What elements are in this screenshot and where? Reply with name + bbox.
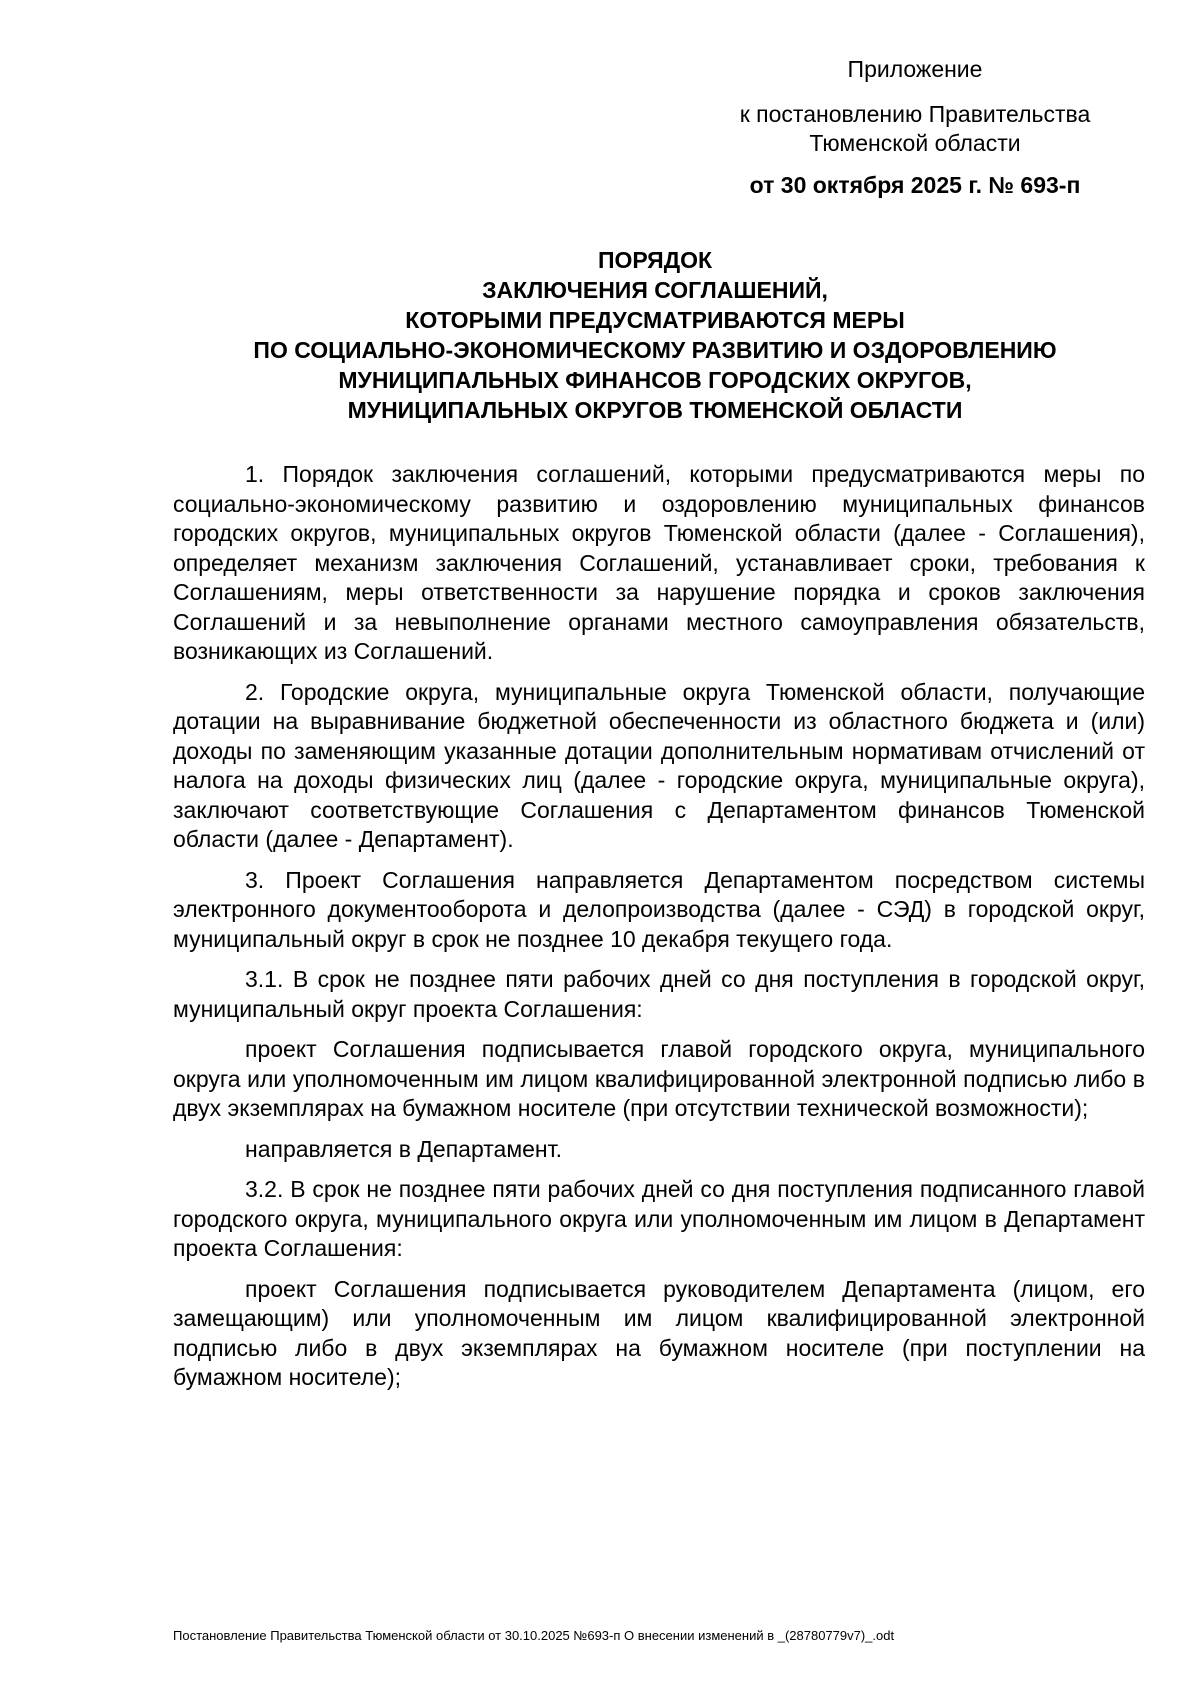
paragraph-3: 3. Проект Соглашения направляется Департаментом посредством системы электронного документооборота и делопроизводства (далее - СЭД) в городской округ, муниципальный округ в срок не позднее 10 декабря текущего года. <box>173 866 1145 952</box>
paragraph-2: 2. Городские округа, муниципальные округа Тюменской области, получающие дотации на выравнивание бюджетной обеспеченности из областного бюджета и (или) доходы по заменяющим указанные дотации дополнительным нормативам отчислений от налога на доходы физических лиц (далее - городские округа, муниципальные округа), заключают соответствующие Соглашения с Департаментом финансов Тюменской области (далее - Департамент). <box>173 678 1145 852</box>
title-line: МУНИЦИПАЛЬНЫХ ФИНАНСОВ ГОРОДСКИХ ОКРУГОВ, <box>338 367 972 393</box>
paragraph-3-2: 3.2. В срок не позднее пяти рабочих дней со дня поступления подписанного главой городского округа, муниципального округа или уполномоченным им лицом в Департамент проекта Соглашения: <box>173 1176 1145 1261</box>
appendix-reference <box>700 100 1130 158</box>
title-line: ЗАКЛЮЧЕНИЯ СОГЛАШЕНИЙ, <box>482 277 828 303</box>
page-footer: Постановление Правительства Тюменской области от 30.10.2025 №693-п О внесении изменений в _(28780779v7)_.odt <box>173 1628 895 1643</box>
paragraph-3-1: 3.1. В срок не позднее пяти рабочих дней со дня поступления в городской округ, муниципальный округ проекта Соглашения: <box>173 966 1145 1022</box>
title-line: ПОРЯДОК <box>597 247 713 273</box>
title-line: ПО СОЦИАЛЬНО-ЭКОНОМИЧЕСКОМУ РАЗВИТИЮ И ОЗДОРОВЛЕНИЮ <box>253 337 1057 363</box>
paragraph-1: 1. Порядок заключения соглашений, которыми предусматриваются меры по социально-экономическому развитию и оздоровлению муниципальных финансов городских округов, муниципальных округов Тюменской области (далее - Соглашения), определяет механизм заключения Соглашений, устанавливает сроки, требования к Соглашениям, меры ответственности за нарушение порядка и сроков заключения Соглашений и за невыполнение органами местного самоуправления обязательств, возникающих из Соглашений. <box>173 461 1145 664</box>
document-title <box>175 245 1135 425</box>
paragraph-3-2-item-1: проект Соглашения подписывается руководителем Департамента (лицом, его замещающим) или уполномоченным им лицом квалифицированной электронной подписью либо в двух экземплярах на бумажном носителе (при поступлении на бумажном носителе); <box>173 1275 1145 1390</box>
appendix-block <box>700 55 1130 200</box>
paragraph-3-1-item-2: направляется в Департамент. <box>245 1135 563 1162</box>
paragraph-3-1-item-1: проект Соглашения подписывается главой городского округа, муниципального округа или уполномоченным им лицом квалифицированной электронной подписью либо в двух экземплярах на бумажном носителе (при отсутствии технической возможности); <box>173 1036 1145 1121</box>
title-line: КОТОРЫМИ ПРЕДУСМАТРИВАЮТСЯ МЕРЫ <box>405 307 905 333</box>
appendix-number: от 30 октября 2025 г. № 693-п <box>749 172 1081 198</box>
appendix-label: Приложение <box>847 56 983 82</box>
document-body <box>173 460 1145 1404</box>
title-line: МУНИЦИПАЛЬНЫХ ОКРУГОВ ТЮМЕНСКОЙ ОБЛАСТИ <box>347 397 963 423</box>
appendix-reference-line: Тюменской области <box>809 130 1021 156</box>
appendix-reference-line: к постановлению Правительства <box>739 101 1091 127</box>
